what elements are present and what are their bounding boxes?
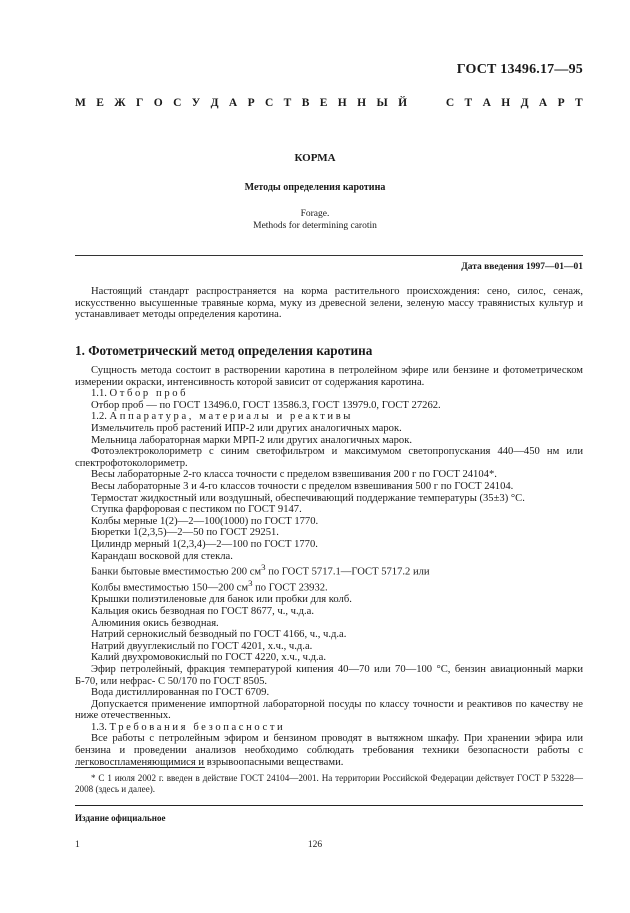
equipment-item: Цилиндр мерный 1(2,3,4)—2—100 по ГОСТ 1770. [91, 538, 318, 550]
page-number: 126 [307, 840, 323, 850]
heading-letter: С [445, 97, 455, 109]
superscript: 3 [248, 578, 253, 589]
edition-divider [75, 805, 583, 806]
superscript: 3 [261, 562, 266, 573]
introduction-date: Дата введения 1997—01—01 [461, 262, 583, 272]
equipment-item: Весы лабораторные 3 и 4-го классов точности с пределом взвешивания 500 г по ГОСТ 24104. [91, 480, 514, 492]
equipment-note: Допускается применение импортной лабораторной посуды по классу точности и реактивов по качеству не ниже отечественных. [75, 698, 583, 722]
subsection-1-3-number: 1.3. [91, 721, 107, 733]
heading-letter: Г [136, 97, 144, 109]
equipment-item: Калий двухромовокислый по ГОСТ 4220, х.ч., ч.д.а. [91, 652, 326, 664]
equipment-item: Карандаш восковой для стекла. [91, 550, 233, 562]
heading-letter: Й [398, 97, 408, 109]
equipment-item: Мельница лабораторная марки МРП-2 или других аналогичных марок. [91, 434, 412, 446]
footnote: * С 1 июля 2002 г. введен в действие ГОСТ 24104—2001. На территории Российской Федерации действует ГОСТ Р 53228—2008 (здесь и далее). [75, 773, 583, 794]
heading-letter: Н [357, 97, 367, 109]
heading-letter: Д [520, 97, 529, 109]
section-1-heading: 1. Фотометрический метод определения каротина [75, 343, 373, 358]
equipment-item: Термостат жидкостный или воздушный, обеспечивающий поддержание температуры (35±3) °С. [91, 492, 525, 504]
heading-letter: Т [574, 97, 583, 109]
equipment-item: Крышки полиэтиленовые для банок или пробки для колб. [91, 594, 352, 606]
method-essence: Сущность метода состоит в растворении каротина в петролейном эфире или бензине и фотометрическом измерении окраски, интенсивность которой зависит от содержания каротина. [75, 365, 583, 388]
heading-letter: М [75, 97, 86, 109]
equipment-item: Натрий двууглекислый по ГОСТ 4201, х.ч., ч.д.а. [91, 640, 313, 652]
heading-letter: Т [464, 97, 473, 109]
scope-text: Настоящий стандарт распространяется на корма растительного происхождения: сено, силос, сенаж, искусственно высушенные травяные корма, муку из древесной зелени, зеленую массу травянистых культур и устанавливает методы определения каротина. [75, 286, 583, 321]
subsection-1-1-title: Отбор проб [109, 388, 189, 400]
equipment-item: Измельчитель проб растений ИПР-2 или других аналогичных марок. [91, 422, 402, 434]
equipment-item: Вода дистиллированная по ГОСТ 6709. [91, 687, 270, 699]
heading-letter: У [191, 97, 201, 109]
equipment-item: Натрий сернокислый безводный по ГОСТ 4166, ч., ч.д.а. [91, 629, 347, 641]
equipment-item-text: Банки бытовые вместимостью 200 см [91, 566, 262, 578]
heading-letter: С [264, 97, 274, 109]
equipment-item: Кальция окись безводная по ГОСТ 8677, ч., ч.д.а. [91, 605, 315, 617]
footnote-divider [75, 767, 205, 768]
heading-letter: Р [247, 97, 255, 109]
equipment-item: Бюретки 1(2,3,5)—2—50 по ГОСТ 29251. [91, 527, 279, 539]
safety-text: Все работы с петролейным эфиром и бензином проводят в вытяжном шкафу. При хранении эфира или бензина и проведении анализов необходимо соблюдать требования техники безопасности работы с легковоспламеняющимися и взрывоопасными веществами. [75, 733, 583, 768]
heading-letter: В [301, 97, 310, 109]
edition-label: Издание официальное [75, 813, 166, 823]
subsection-1-3-heading [75, 722, 583, 734]
equipment-item: Весы лабораторные 2-го класса точности с пределом взвешивания 200 г по ГОСТ 24104*. [91, 469, 497, 481]
heading-letter: С [173, 97, 182, 109]
equipment-item: Алюминия окись безводная. [91, 617, 219, 629]
heading-letter: Е [96, 97, 104, 109]
heading-letter: Д [210, 97, 219, 109]
standard-number: ГОСТ 13496.17—95 [456, 62, 583, 77]
document-subtitle: Методы определения каротина [244, 182, 386, 193]
sampling-text: Отбор проб — по ГОСТ 13496.0, ГОСТ 13586.3, ГОСТ 13979.0, ГОСТ 27262. [91, 399, 441, 411]
heading-letter: Е [319, 97, 328, 109]
heading-letter: Н [337, 97, 347, 109]
equipment-item-text: по ГОСТ 5717.1—ГОСТ 5717.2 или [265, 566, 430, 578]
heading-letter: Т [283, 97, 292, 109]
subsection-1-2-number: 1.2. [91, 411, 107, 423]
subsection-1-2-heading [75, 411, 583, 423]
heading-letter: А [482, 97, 491, 109]
heading-letter: Н [501, 97, 511, 109]
english-title-line-1: Forage. [300, 209, 330, 219]
equipment-item-text: Колбы вместимостью 150—200 см [91, 582, 249, 594]
equipment-item [75, 578, 583, 594]
equipment-item: Фотоэлектроколориметр с синим светофильтром и максимумом светопропускания 440—450 нм или спектрофотоколориметр. [75, 446, 583, 469]
section-1 [75, 333, 583, 768]
heading-letter: О [153, 97, 163, 109]
heading-letter: А [538, 97, 548, 109]
equipment-item: Ступка фарфоровая с пестиком по ГОСТ 9147. [91, 504, 302, 516]
equipment-item-text: по ГОСТ 23932. [252, 582, 328, 594]
interstate-standard-heading [75, 97, 583, 109]
equipment-item: Колбы мерные 1(2)—2—100(1000) по ГОСТ 1770. [91, 515, 319, 527]
sheet-number: 1 [75, 840, 80, 850]
subsection-1-2-title: Аппаратура, материалы и реактивы [109, 411, 354, 423]
subsection-1-1-heading [75, 388, 583, 400]
document-title: КОРМА [294, 152, 336, 164]
subsection-1-1-number: 1.1. [91, 388, 107, 400]
scope-paragraph [75, 286, 583, 321]
heading-letter: Ы [376, 97, 388, 109]
heading-letter: Р [557, 97, 565, 109]
english-title-line-2: Methods for determining carotin [253, 221, 377, 231]
equipment-item [75, 562, 583, 578]
title-divider [75, 255, 583, 256]
heading-letter: Ж [114, 97, 126, 109]
equipment-item: Эфир петролейный, фракция температурой кипения 40—70 или 70—100 °С, бензин авиационный марки Б-70, или нефрас- С 50/170 по ГОСТ 8505. [75, 663, 583, 687]
heading-letter: А [228, 97, 238, 109]
subsection-1-3-title: Требования безопасности [109, 721, 286, 733]
